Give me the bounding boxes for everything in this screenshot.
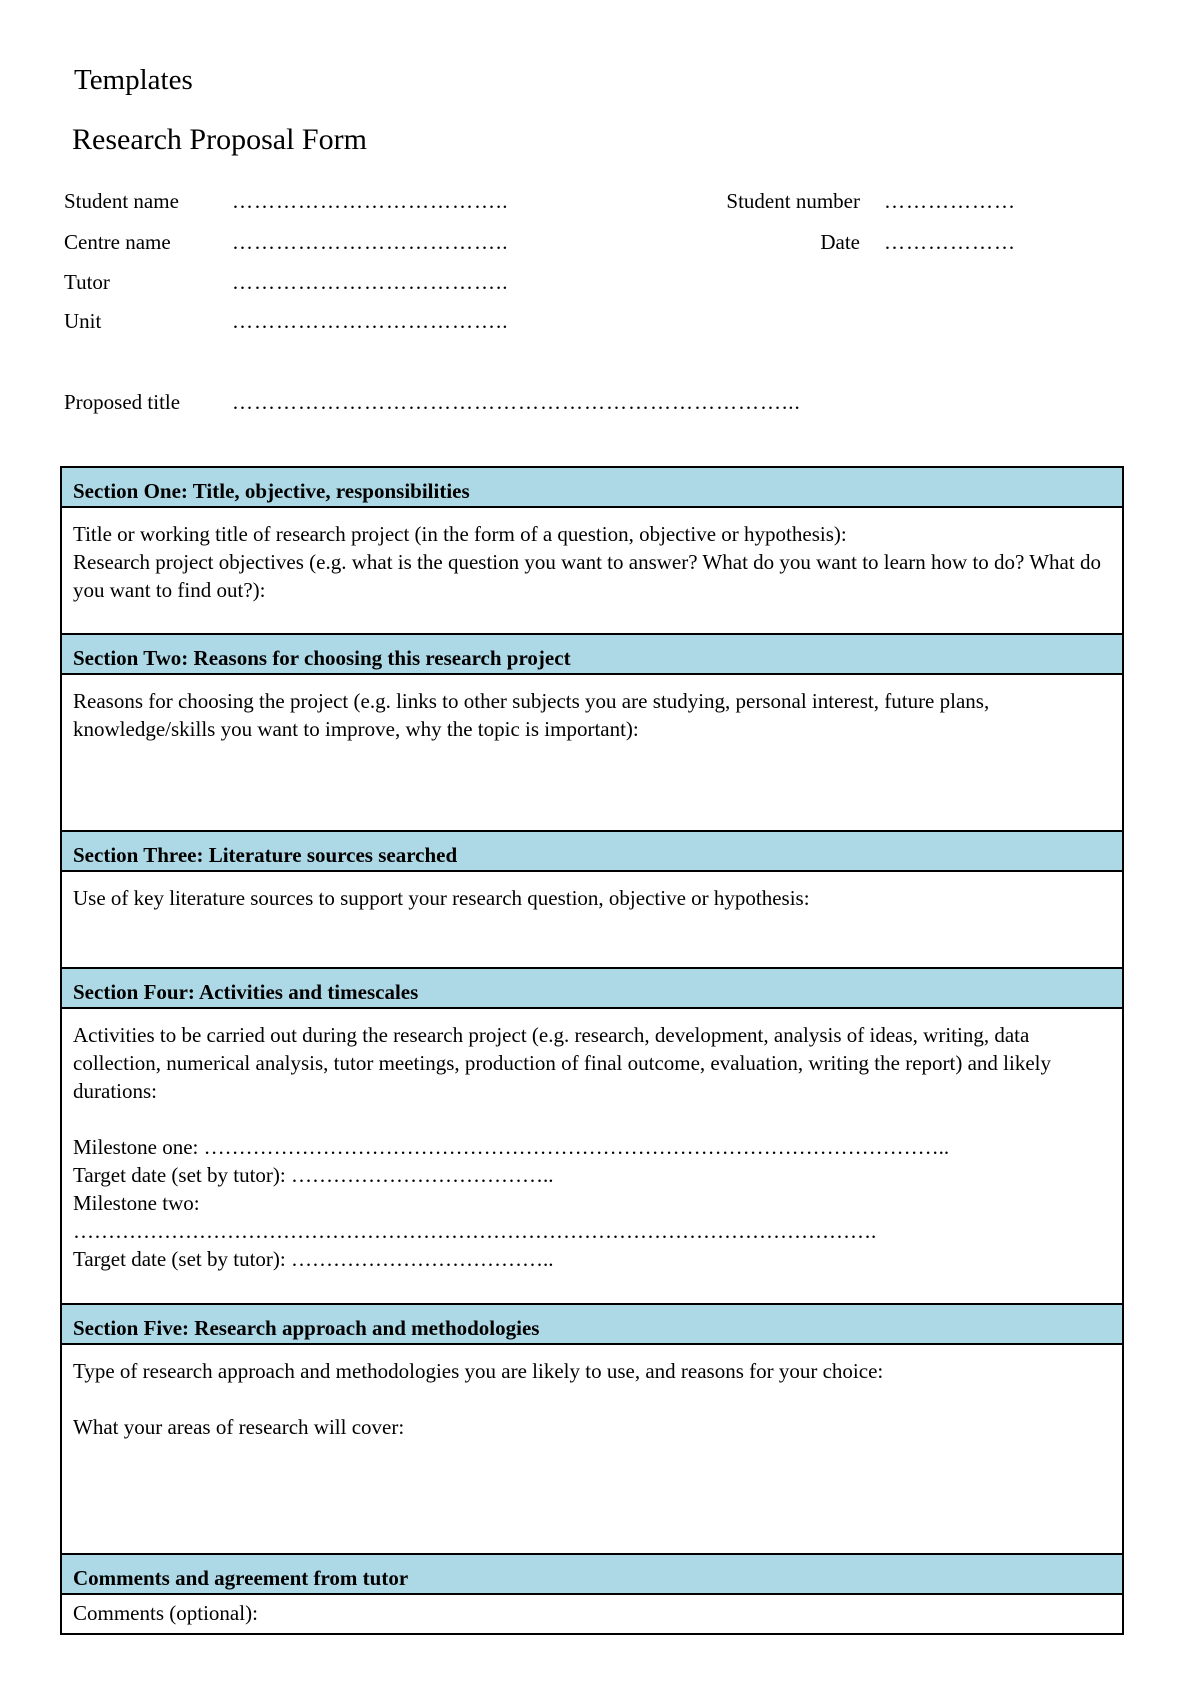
target-date-two-field: Target date (set by tutor): ……………………………….. xyxy=(73,1247,554,1271)
section-three-header: Section Three: Literature sources searched xyxy=(62,832,1122,872)
student-number-label: Student number xyxy=(726,189,860,213)
section-one-line: Title or working title of research project (in the form of a question, objective or hypothesis): xyxy=(73,522,847,546)
form-title: Research Proposal Form xyxy=(72,123,367,156)
section-three-body[interactable] xyxy=(62,872,1122,969)
comments-header: Comments and agreement from tutor xyxy=(62,1555,1122,1595)
section-two-header: Section Two: Reasons for choosing this research project xyxy=(62,635,1122,675)
target-date-one-field: Target date (set by tutor): ……………………………….. xyxy=(73,1163,554,1187)
milestone-one-field: Milestone one: …………………………………………………………………………………………….. xyxy=(73,1135,950,1159)
section-five-line: Type of research approach and methodologies you are likely to use, and reasons for your choice: xyxy=(73,1359,884,1383)
section-five-header: Section Five: Research approach and methodologies xyxy=(62,1305,1122,1345)
section-five-body[interactable] xyxy=(62,1345,1122,1555)
unit-label: Unit xyxy=(64,309,102,333)
section-two-body[interactable] xyxy=(62,675,1122,832)
centre-name-label: Centre name xyxy=(64,230,171,254)
comments-text: Comments (optional): xyxy=(73,1601,258,1625)
milestone-two-field: ……………………………………………………………………………………………………. xyxy=(73,1219,877,1243)
tutor-label: Tutor xyxy=(64,270,110,294)
milestone-two-label: Milestone two: xyxy=(73,1191,200,1215)
date-label: Date xyxy=(820,230,860,254)
date-field[interactable]: ……………… xyxy=(884,230,1016,254)
page-heading: Templates xyxy=(74,64,193,96)
proposed-title-label: Proposed title xyxy=(64,390,181,414)
proposed-title-field[interactable]: …………………………………………………………………... xyxy=(232,390,801,414)
tutor-field[interactable]: ……………………………….. xyxy=(232,270,509,294)
section-two-text: Reasons for choosing the project (e.g. links to other subjects you are studying, personal interest, future plans, knowledge/skills you want to improve, why the topic is important): xyxy=(73,689,990,741)
section-one-body[interactable] xyxy=(62,508,1122,635)
section-four-header: Section Four: Activities and timescales xyxy=(62,969,1122,1009)
proposal-sections-table xyxy=(60,466,1124,1635)
comments-body[interactable] xyxy=(62,1595,1122,1633)
student-name-label: Student name xyxy=(64,189,179,213)
student-name-field[interactable]: ……………………………….. xyxy=(232,189,509,213)
centre-name-field[interactable]: ……………………………….. xyxy=(232,230,509,254)
section-five-line: What your areas of research will cover: xyxy=(73,1415,405,1439)
section-three-text: Use of key literature sources to support your research question, objective or hypothesis: xyxy=(73,886,810,910)
unit-field[interactable]: ……………………………….. xyxy=(232,309,509,333)
section-four-body[interactable] xyxy=(62,1009,1122,1305)
student-number-field[interactable]: ……………… xyxy=(884,189,1016,213)
section-one-header: Section One: Title, objective, responsibilities xyxy=(62,468,1122,508)
section-one-line: Research project objectives (e.g. what is the question you want to answer? What do you want to learn how to do? What do you want to find out?): xyxy=(73,550,1101,602)
section-four-text: Activities to be carried out during the research project (e.g. research, development, analysis of ideas, writing, data collection, numerical analysis, tutor meetings, production of final outcome, evaluation, writing the report) and likely durations: xyxy=(73,1023,1051,1103)
